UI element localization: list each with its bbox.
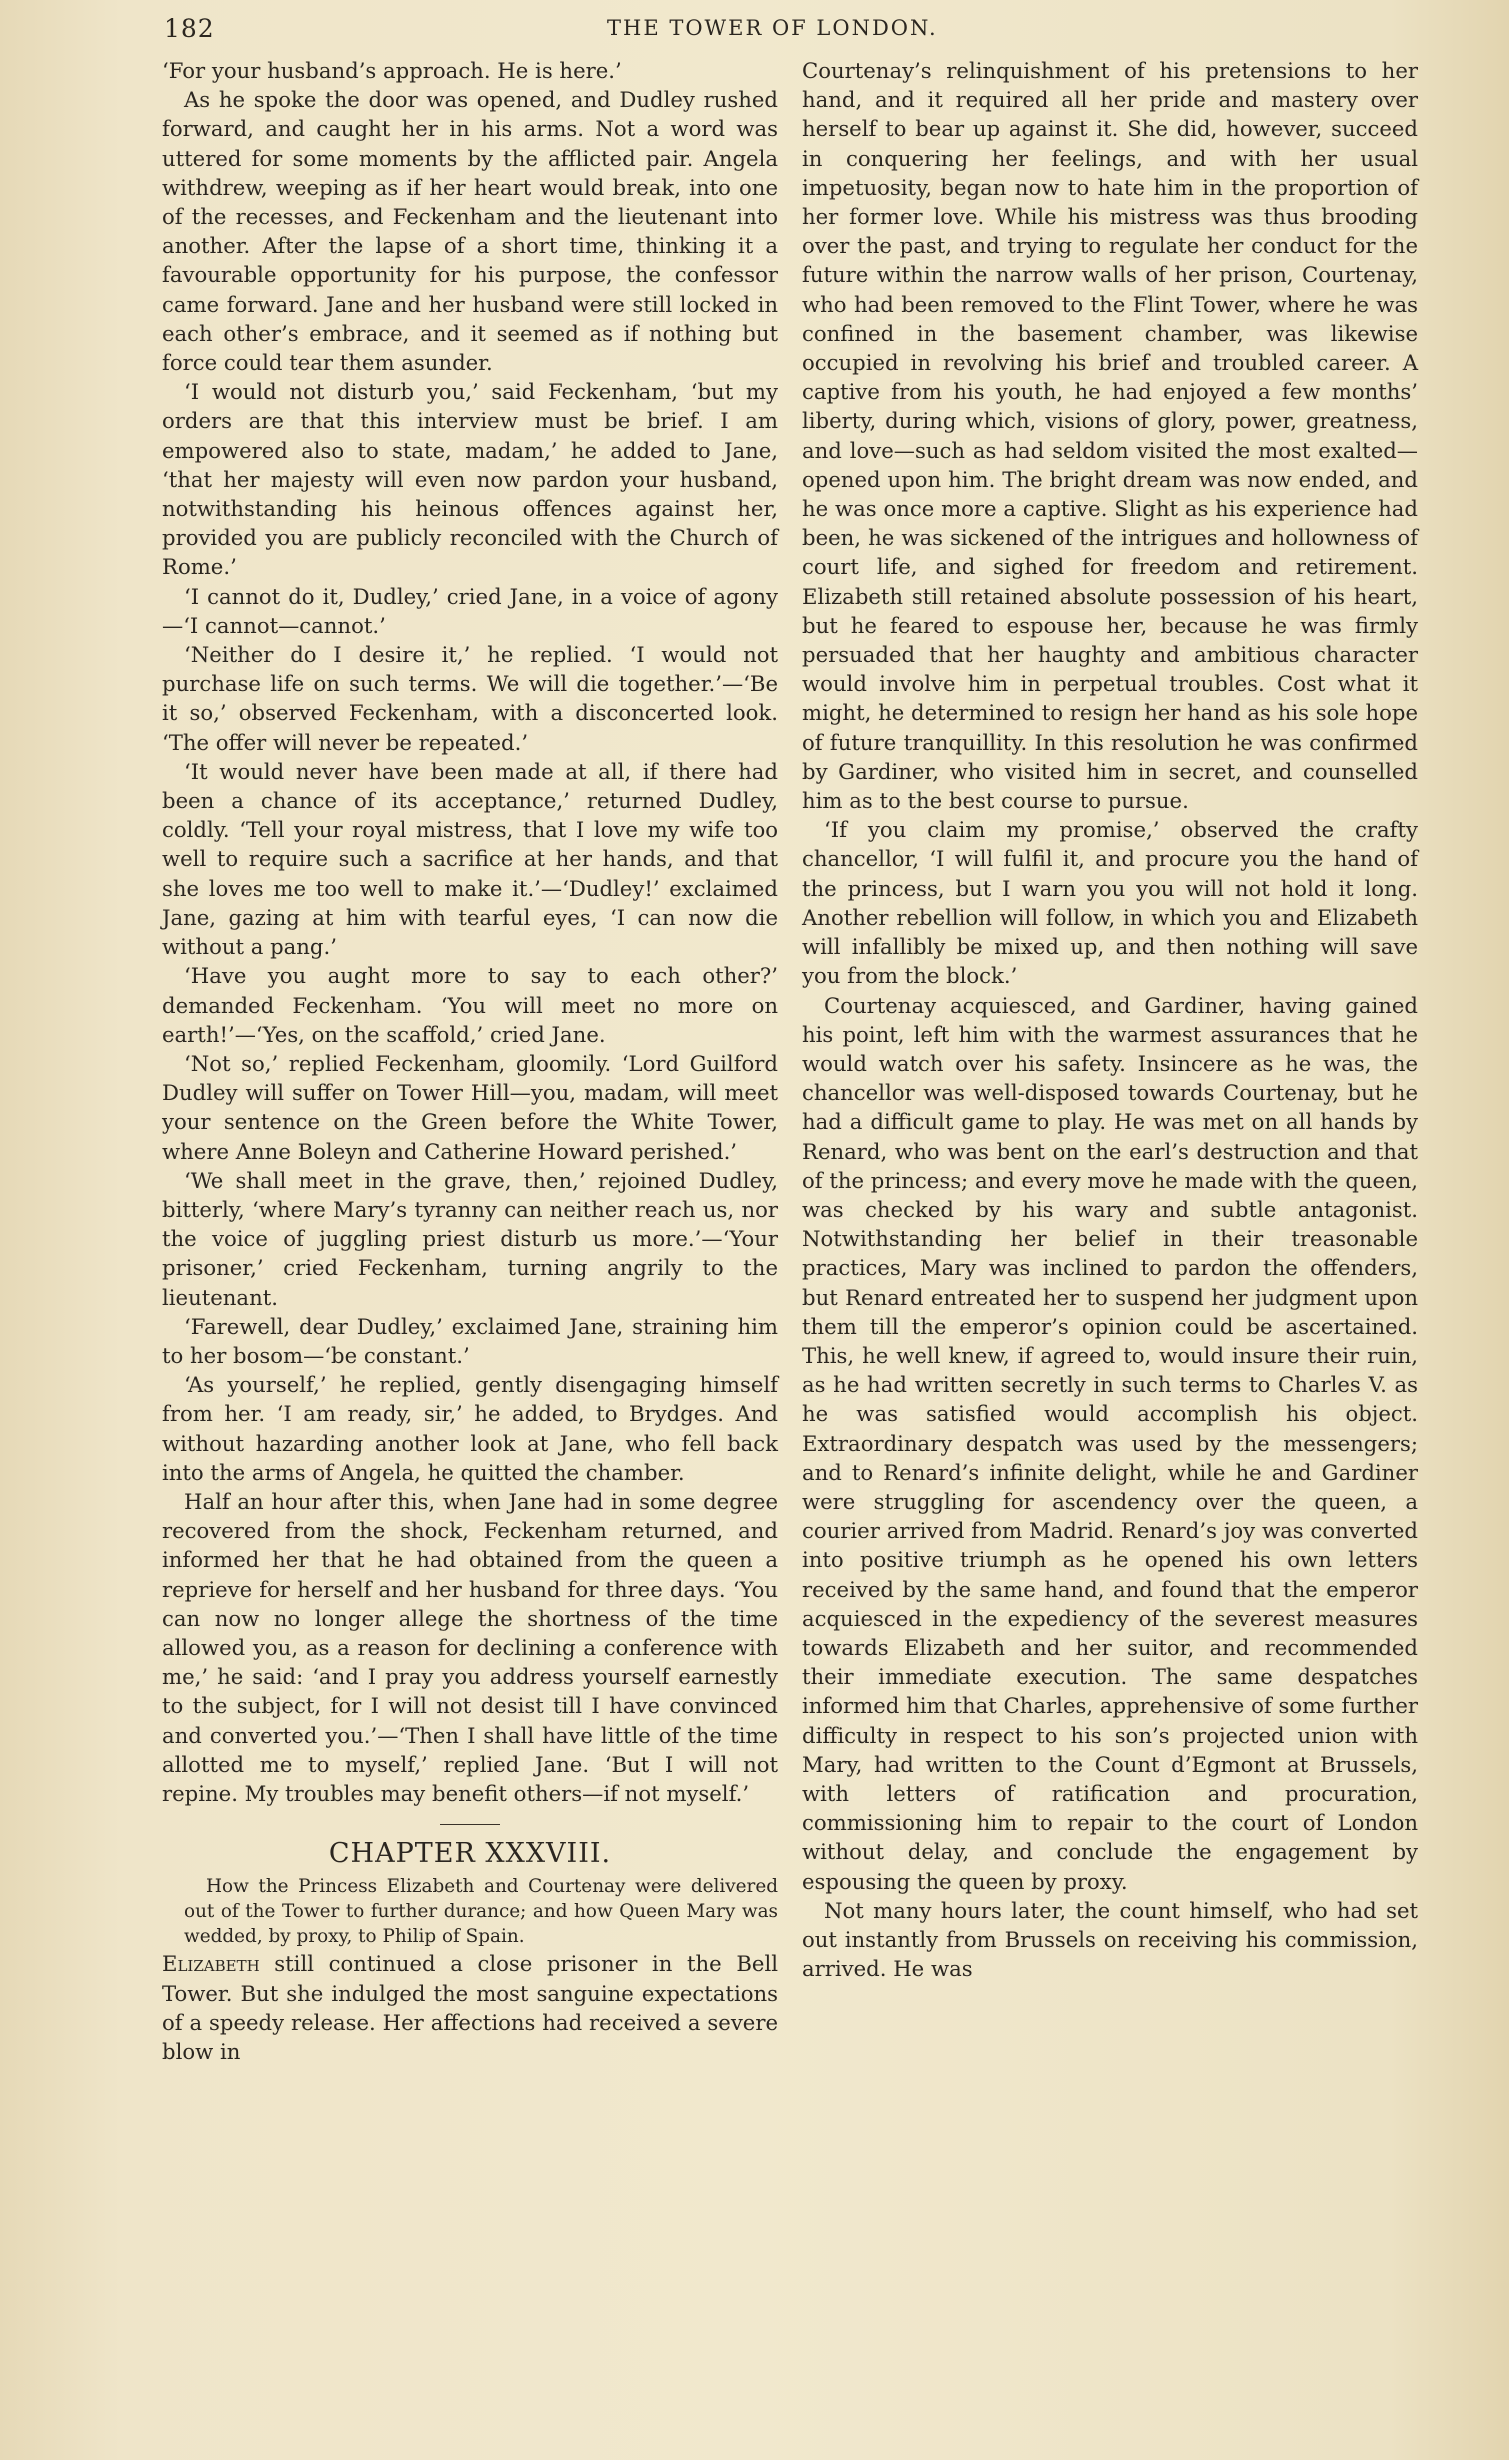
page-header (162, 14, 1489, 56)
paragraph: ‘Have you aught more to say to each other?’ demanded Feckenham. ‘You will meet no more on earth!’—‘Yes, on the scaffold,’ cried Jane. (162, 963, 778, 1047)
page-number: 182 (164, 14, 215, 43)
left-column (162, 56, 778, 2066)
paragraph: ‘It would never have been made at all, if there had been a chance of its acceptance,’ returned Dudley, coldly. ‘Tell your royal mistress, that I love my wife too well to require such a sacrifice at her hands, and that she loves me too well to make it.’—‘Dudley!’ exclaimed Jane, gazing at him with tearful eyes, ‘I can now die without a pang.’ (162, 758, 778, 960)
paragraph: Courtenay acquiesced, and Gardiner, having gained his point, left him with the warmest assurances that he would watch over his safety. Insincere as he was, the chancellor was well-disposed towards Courtenay, but he had a difficult game to play. He was met on all hands by Renard, who was bent on the earl’s destruction and that of the princess; and every move he made with the queen, was checked by his wary and subtle antagonist. Notwithstanding her belief in their treasonable practices, Mary was inclined to pardon the offenders, but Renard entreated her to suspend her judgment upon them till the emperor’s opinion could be ascertained. This, he well knew, if agreed to, would insure their ruin, as he had written secretly in such terms to Charles V. as he was satisfied would accomplish his object. Extraordinary despatch was used by the messengers; and to Renard’s infinite delight, while he and Gardiner were struggling for ascendency over the queen, a courier arrived from Madrid. Renard’s joy was converted into positive triumph as he opened his own letters received by the same hand, and found that the emperor acquiesced in the expediency of the severest measures towards Elizabeth and her suitor, and recommended their immediate execution. The same despatches informed him that Charles, apprehensive of some further difficulty in respect to his son’s projected union with Mary, had written to the Count d’Egmont at Brussels, with letters of ratification and procuration, commissioning him to repair to the court of London without delay, and conclude the engagement by espousing the queen by proxy. (802, 992, 1418, 1894)
chapter-rule (440, 1824, 500, 1825)
paragraph: ‘I would not disturb you,’ said Feckenham, ‘but my orders are that this interview must be brief. I am empowered also to state, madam,’ he added to Jane, ‘that her majesty will even now pardon your husband, notwithstanding his heinous offences against her, provided you are publicly reconciled with the Church of Rome.’ (162, 379, 778, 580)
chapter-heading: CHAPTER XXXVIII. (328, 1838, 612, 1870)
paragraph: Not many hours later, the count himself, who had set out instantly from Brussels on receiving his commission, arrived. He was (802, 1897, 1418, 1982)
chapter-opening-paragraph (162, 1949, 778, 2066)
paragraph: Half an hour after this, when Jane had in some degree recovered from the shock, Feckenham returned, and informed her that he had obtained from the queen a reprieve for herself and her husband for three days. ‘You can now no longer allege the shortness of the time allowed you, as a reason for declining a conference with me,’ he said: ‘and I pray you address yourself earnestly to the subject, for I will not desist till I have convinced and converted you.’—‘Then I shall have little of the time allotted me to myself,’ replied Jane. ‘But I will not repine. My troubles may benefit others—if not myself.’ (162, 1488, 778, 1806)
paragraph: ‘Farewell, dear Dudley,’ exclaimed Jane, straining him to her bosom—‘be constant.’ (162, 1313, 778, 1368)
paragraph: ‘Neither do I desire it,’ he replied. ‘I would not purchase life on such terms. We will die together.’—‘Be it so,’ observed Feckenham, with a disconcerted look. ‘The offer will never be repeated.’ (162, 642, 778, 755)
paragraph: ‘If you claim my promise,’ observed the crafty chancellor, ‘I will fulfil it, and procure you the hand of the princess, but I warn you you will not hold it long. Another rebellion will follow, in which you and Elizabeth will infallibly be mixed up, and then nothing will save you from the block.’ (802, 817, 1418, 989)
paragraph: Courtenay’s relinquishment of his pretensions to her hand, and it required all her pride and mastery over herself to bear up against it. She did, however, succeed in conquering her feelings, and with her usual impetuosity, began now to hate him in the proportion of her former love. While his mistress was thus brooding over the past, and trying to regulate her conduct for the future within the narrow walls of her prison, Courtenay, who had been removed to the Flint Tower, where he was confined in the basement chamber, was likewise occupied in revolving his brief and troubled career. A captive from his youth, he had enjoyed a few months’ liberty, during which, visions of glory, power, greatness, and love—such as had seldom visited the most exalted—opened upon him. The bright dream was now ended, and he was once more a captive. Slight as his experience had been, he was sickened of the intrigues and hollowness of court life, and sighed for freedom and retirement. Elizabeth still retained absolute possession of his heart, but he feared to espouse her, because he was firmly persuaded that her haughty and ambitious character would involve him in perpetual troubles. Cost what it might, he determined to resign her hand as his sole hope of future tranquillity. In this resolution he was confirmed by Gardiner, who visited him in secret, and counselled him as to the best course to pursue. (802, 58, 1418, 814)
paragraph: ‘I cannot do it, Dudley,’ cried Jane, in a voice of agony—‘I cannot—cannot.’ (162, 583, 778, 638)
paragraph: As he spoke the door was opened, and Dudley rushed forward, and caught her in his arms. Not a word was uttered for some moments by the afflicted pair. Angela withdrew, weeping as if her heart would break, into one of the recesses, and Feckenham and the lieutenant into another. After the lapse of a short time, thinking it a favourable opportunity for his purpose, the confessor came forward. Jane and her husband were still locked in each other’s embrace, and it seemed as if nothing but force could tear them asunder. (162, 87, 778, 376)
paragraph: ‘For your husband’s approach. He is here.’ (162, 58, 622, 83)
paragraph: ‘We shall meet in the grave, then,’ rejoined Dudley, bitterly, ‘where Mary’s tyranny can neither reach us, nor the voice of juggling priest disturb us more.’—‘Your prisoner,’ cried Feckenham, turning angrily to the lieutenant. (162, 1167, 778, 1310)
right-column (802, 56, 1418, 2066)
paragraph: ‘Not so,’ replied Feckenham, gloomily. ‘Lord Guilford Dudley will suffer on Tower Hill—you, madam, will meet your sentence on the Green before the White Tower, where Anne Boleyn and Catherine Howard perished.’ (162, 1050, 778, 1164)
chapter-opening-text: still continued a close prisoner in the Bell Tower. But she indulged the most sanguine expectations of a speedy release. Her affections had received a severe blow in (162, 1951, 778, 2064)
chapter-opening-word: Elizabeth (162, 1951, 260, 1977)
paragraph: ‘As yourself,’ he replied, gently disengaging himself from her. ‘I am ready, sir,’ he added, to Brydges. And without hazarding another look at Jane, who fell back into the arms of Angela, he quitted the chamber. (162, 1372, 778, 1485)
text-columns (162, 56, 1489, 2066)
running-head: THE TOWER OF LONDON. (607, 16, 938, 40)
chapter-summary: How the Princess Elizabeth and Courtenay were delivered out of the Tower to further durance; and how Queen Mary was wedded, by proxy, to Philip of Spain. (184, 1876, 778, 1948)
